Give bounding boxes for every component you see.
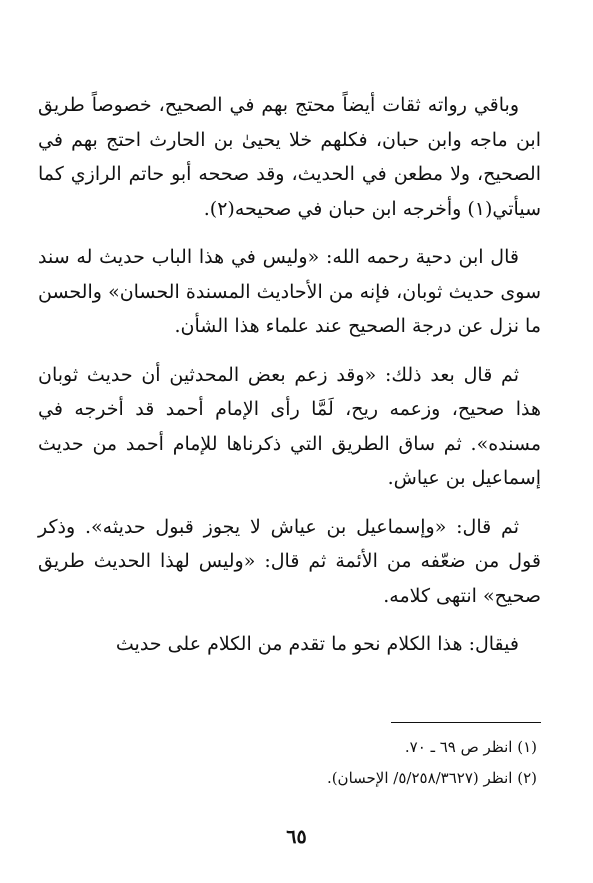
footnote-2: (٢) انظر (٥/٢٥٨/٣٦٢٧/ الإحسان). (326, 769, 537, 787)
footnotes (38, 732, 537, 794)
paragraph-3: ثم قال بعد ذلك: «وقد زعم بعض المحدثين أن حديث ثوبان هذا صحيح، وزعمه ريح، لَمَّا رأى الإمام أحمد قد أخرجه في مسنده». ثم ساق الطريق التي ذكرناها للإمام أحمد من حديث إسماعيل بن عياش. (38, 363, 541, 489)
paragraph-5: فيقال: هذا الكلام نحو ما تقدم من الكلام على حديث (115, 633, 519, 655)
paragraph-1: وباقي رواته ثقات أيضاً محتج بهم في الصحيح، خصوصاً طريق ابن ماجه وابن حبان، فكلهم خلا يحيىٰ بن الحارث احتج بهم في الصحيح، ولا مطعن في الحديث، وقد صححه أبو حاتم الرازي كما سيأتي(١) وأخرجه ابن حبان في صحيحه(٢). (38, 94, 541, 220)
paragraph-2: قال ابن دحية رحمه الله: «وليس في هذا الباب حديث له سند سوى حديث ثوبان، فإنه من الأحاديث المسندة الحسان» والحسن ما نزل عن درجة الصحيح عند علماء هذا الشأن. (38, 246, 541, 337)
footnote-1: (١) انظر ص ٦٩ ـ ٧٠. (404, 738, 537, 756)
main-text (38, 88, 541, 662)
footnote-separator (391, 722, 541, 723)
paragraph-4: ثم قال: «وإسماعيل بن عياش لا يجوز قبول حديثه». وذكر قول من ضعّفه من الأئمة ثم قال: «وليس لهذا الحديث طريق صحيح» انتهى كلامه. (38, 515, 541, 607)
page-number: ٦٥ (286, 826, 307, 848)
